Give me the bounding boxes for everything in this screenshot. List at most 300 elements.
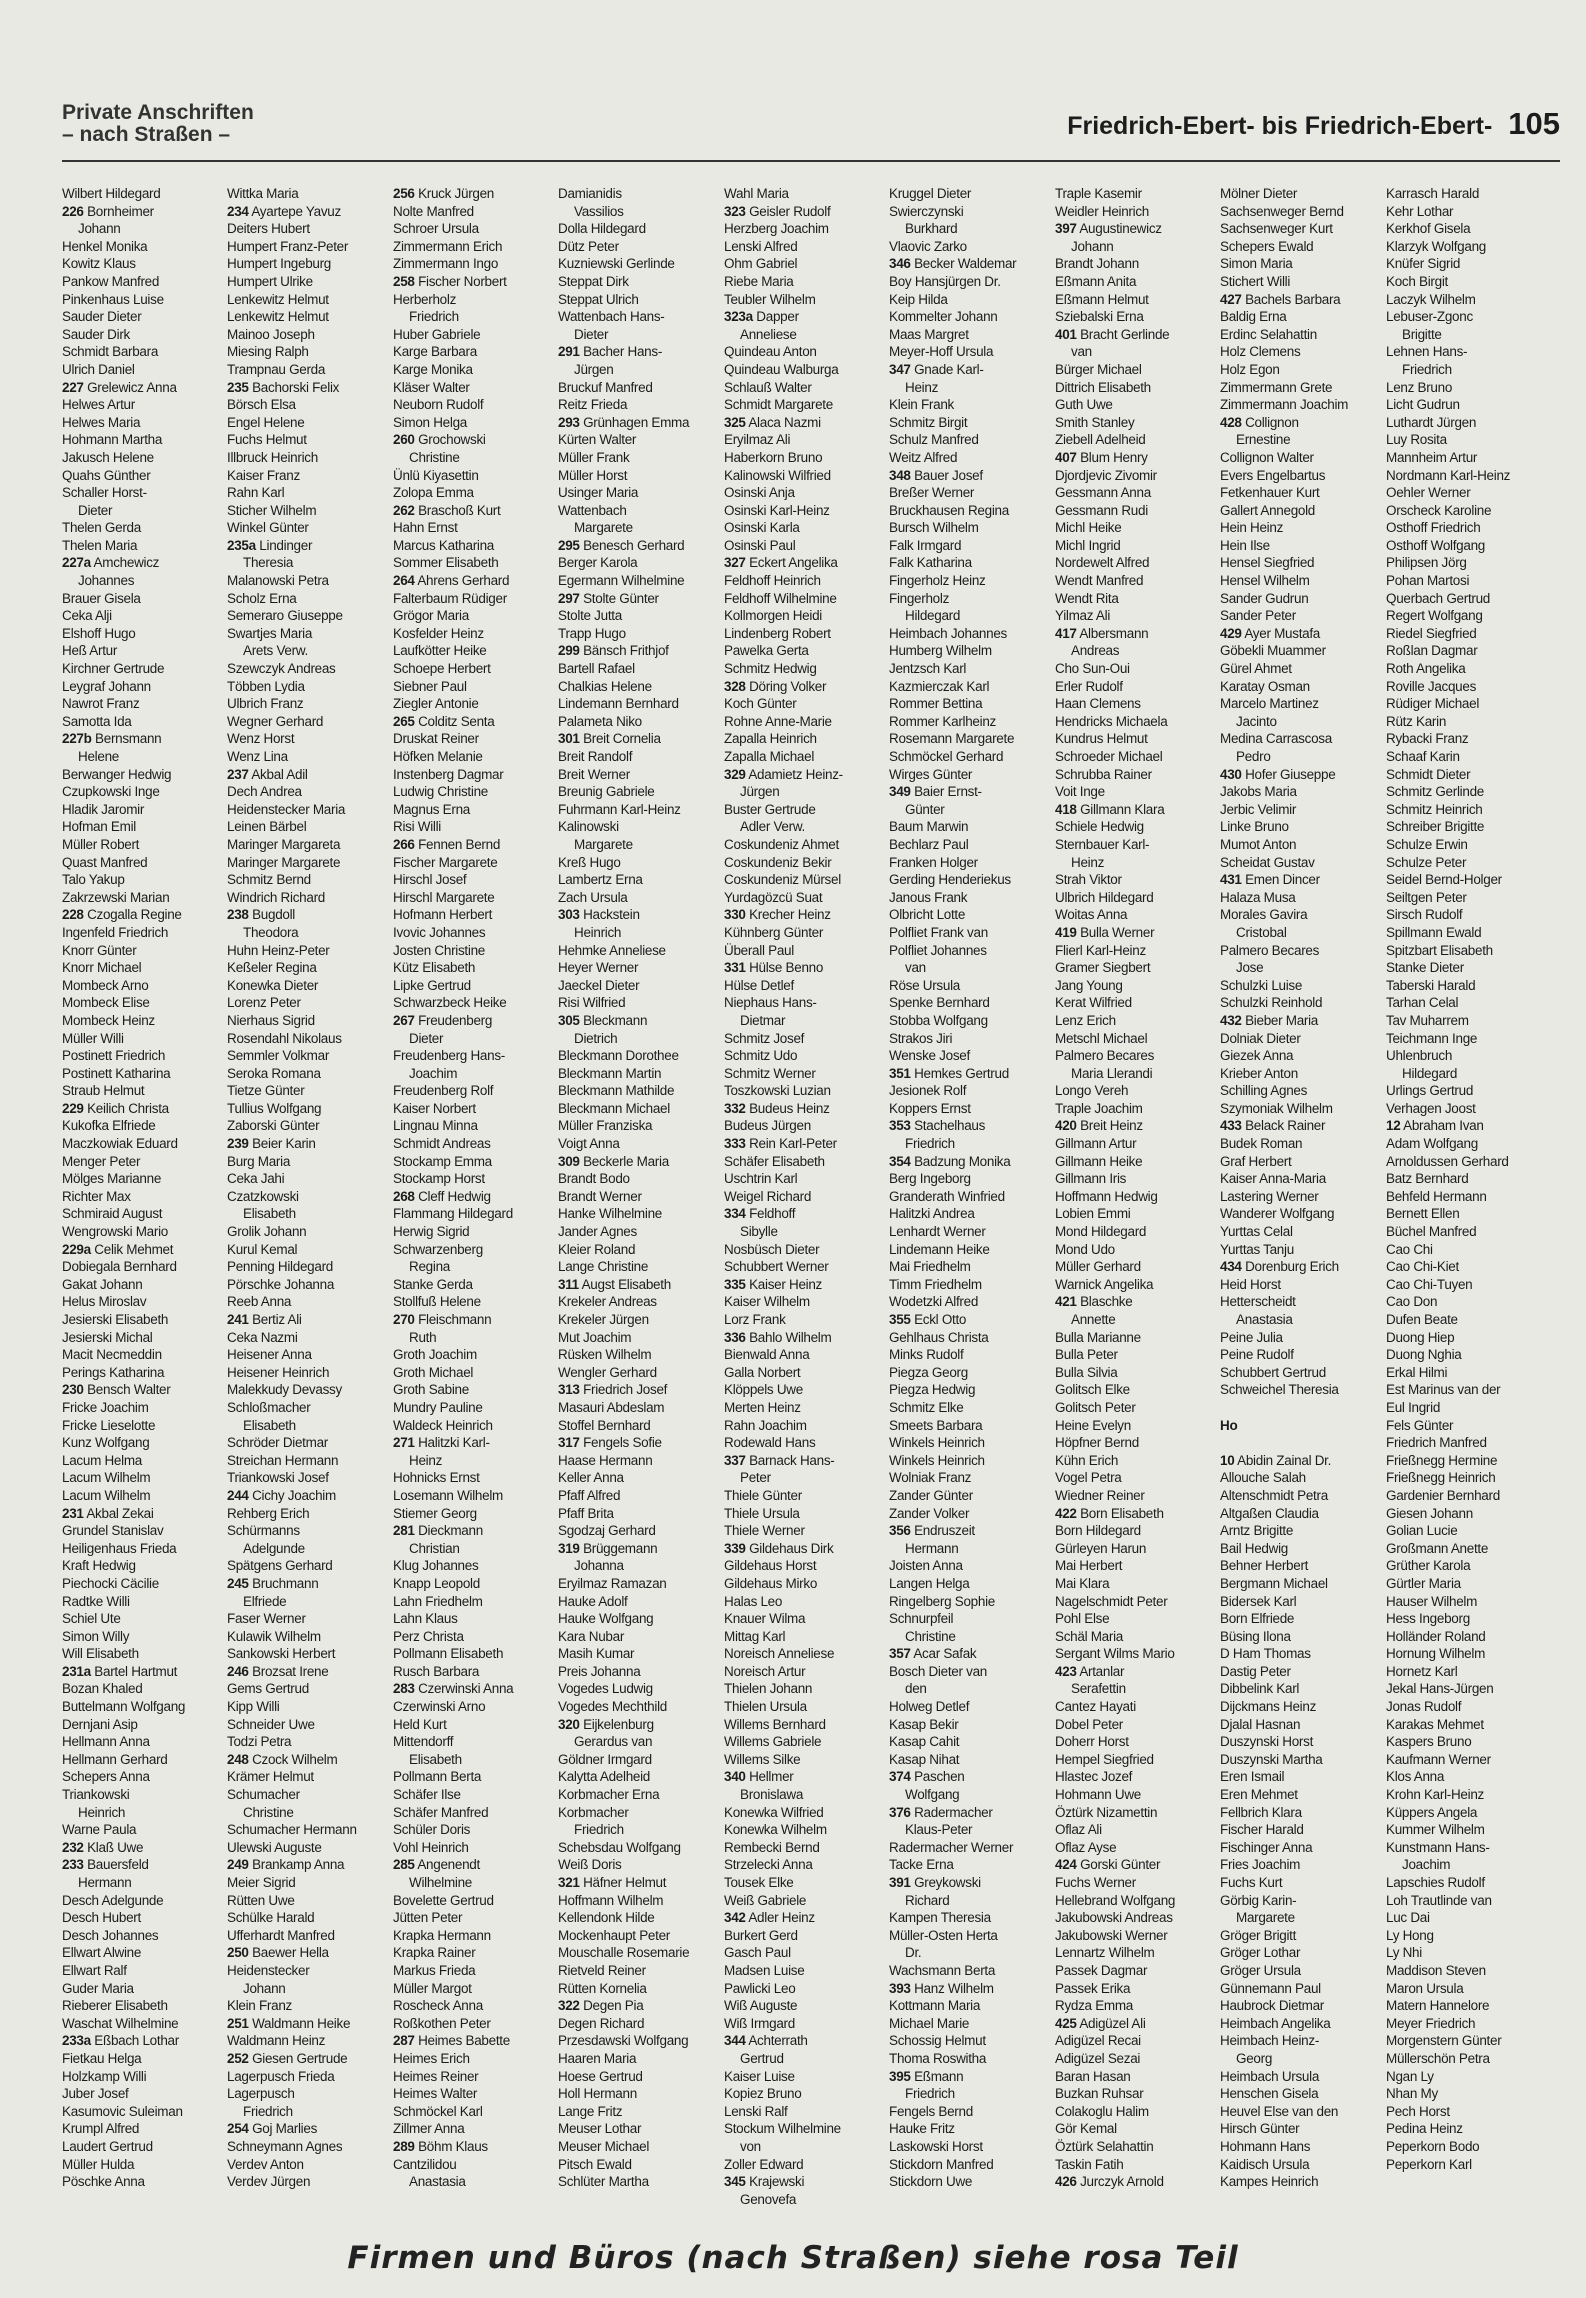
directory-entry: Zimmermann Erich <box>393 238 503 254</box>
directory-entry: Henkel Monika <box>62 238 148 254</box>
directory-entry: Zapalla Heinrich <box>724 731 817 747</box>
directory-entry: Baldig Erna <box>1220 309 1287 325</box>
directory-entry: Swartjes Maria <box>227 625 313 641</box>
directory-entry: Heimes Walter <box>393 2086 478 2102</box>
directory-entry: Verhagen Joost <box>1386 1100 1476 1116</box>
directory-entry: Ly Hong <box>1386 1927 1434 1943</box>
directory-entry: Sachsenweger Kurt <box>1220 221 1333 237</box>
directory-entry: Weiß Doris <box>558 1857 622 1873</box>
directory-entry: Kerat Wilfried <box>1055 995 1132 1011</box>
directory-entry: Wiß Auguste <box>724 1998 798 2014</box>
directory-entry: Schaller Horst- <box>62 485 147 501</box>
directory-entry: Joisten Anna <box>889 1558 963 1574</box>
directory-entry: 344 Achterrath <box>724 2033 808 2049</box>
directory-entry: Semmler Volkmar <box>227 1048 330 1064</box>
directory-entry: Osinski Anja <box>724 485 795 501</box>
directory-entry: Schwarzbeck Heike <box>393 995 507 1011</box>
directory-entry: Desch Johannes <box>62 1927 159 1943</box>
directory-entry: Kasap Nihat <box>889 1751 960 1767</box>
directory-entry: Cantzilidou <box>393 2156 457 2172</box>
directory-entry: Dietmar <box>740 1012 786 1028</box>
directory-entry: Erdinc Selahattin <box>1220 326 1317 342</box>
directory-entry: Spitzbart Elisabeth <box>1386 942 1493 958</box>
directory-entry: Knüfer Sigrid <box>1386 256 1461 272</box>
directory-entry: Leygraf Johann <box>62 678 151 694</box>
directory-entry: Held Kurt <box>393 1716 447 1732</box>
directory-entry: Pfaff Alfred <box>558 1487 621 1503</box>
directory-entry: Scholz Erna <box>227 590 297 606</box>
directory-entry: Verdev Anton <box>227 2156 304 2172</box>
directory-entry: 226 Bornheimer <box>62 203 154 219</box>
directory-entry: Duszynski Horst <box>1220 1734 1314 1750</box>
directory-entry: Helwes Maria <box>62 414 141 430</box>
directory-entry: Hoese Gertrud <box>558 2068 643 2084</box>
directory-entry: Joachim <box>409 1065 458 1081</box>
directory-entry: Meuser Lothar <box>558 2121 642 2137</box>
directory-entry: Wengrowski Mario <box>62 1224 168 1240</box>
directory-entry: 334 Feldhoff <box>724 1206 796 1222</box>
directory-entry: Bovelette Gertrud <box>393 1892 494 1908</box>
directory-entry: Roßlan Dagmar <box>1386 643 1478 659</box>
directory-entry: Hornung Wilhelm <box>1386 1646 1486 1662</box>
directory-entry: Baum Marwin <box>889 819 969 835</box>
directory-entry: Regina <box>409 1259 450 1275</box>
directory-entry: Peine Rudolf <box>1220 1347 1294 1363</box>
directory-entry: Pedina Heinz <box>1386 2121 1463 2137</box>
directory-entry: Merten Heinz <box>724 1399 801 1415</box>
directory-entry: Schürmanns <box>227 1523 300 1539</box>
directory-entry: Olbricht Lotte <box>889 907 966 923</box>
directory-entry: Berger Karola <box>558 555 638 571</box>
directory-entry: 327 Eckert Angelika <box>724 555 838 571</box>
directory-entry: Deiters Hubert <box>227 221 310 237</box>
directory-entry: Kowitz Klaus <box>62 256 136 272</box>
directory-entry: Jaeckel Dieter <box>558 977 640 993</box>
directory-entry: Berg Ingeborg <box>889 1171 971 1187</box>
directory-entry: Ulbrich Franz <box>227 696 304 712</box>
directory-entry: Lenski Ralf <box>724 2103 788 2119</box>
directory-entry: Tousek Elke <box>724 1875 794 1890</box>
directory-entry: Weitz Alfred <box>889 449 958 465</box>
directory-entry: Breit Randolf <box>558 749 633 764</box>
directory-entry: Laskowski Horst <box>889 2138 983 2154</box>
directory-entry: Schmöckel Karl <box>393 2103 483 2119</box>
directory-entry: Mombeck Heinz <box>62 1012 155 1028</box>
directory-entry: Kaiser Norbert <box>393 1100 476 1116</box>
directory-entry: Falk Irmgard <box>889 537 962 553</box>
directory-entry: Kalytta Adelheid <box>558 1769 651 1785</box>
directory-entry: Traple Joachim <box>1055 1100 1143 1116</box>
directory-entry: Rybacki Franz <box>1386 731 1469 747</box>
directory-entry: Haubrock Dietmar <box>1220 1998 1324 2014</box>
directory-entry: Piegza Hedwig <box>889 1382 976 1398</box>
directory-entry: Pohan Martosi <box>1386 573 1470 589</box>
directory-entry: Lennartz Wilhelm <box>1055 1945 1155 1961</box>
directory-entry: Kalinowski <box>558 819 619 835</box>
directory-entry: 251 Waldmann Heike <box>227 2015 351 2031</box>
directory-entry: Friedrich <box>1402 361 1452 377</box>
directory-entry: Kasap Bekir <box>889 1716 959 1732</box>
directory-entry <box>1220 1434 1380 1452</box>
directory-entry: Gillmann Heike <box>1055 1153 1143 1169</box>
directory-entry: Schulzki Reinhold <box>1220 995 1323 1011</box>
directory-entry: Sgodzaj Gerhard <box>558 1523 656 1539</box>
directory-entry: Hirsch Günter <box>1220 2121 1300 2137</box>
directory-entry: Brandt Bodo <box>558 1171 630 1187</box>
directory-entry: 249 Brankamp Anna <box>227 1857 345 1873</box>
directory-entry: 423 Artanlar <box>1055 1663 1125 1679</box>
directory-entry: Illbruck Heinrich <box>227 449 318 465</box>
directory-entry: Eßmann Helmut <box>1055 291 1149 307</box>
directory-entry: Grüther Karola <box>1386 1558 1471 1574</box>
directory-entry: Kosfelder Heinz <box>393 625 484 641</box>
directory-entry: Kerkhof Gisela <box>1386 221 1471 237</box>
directory-entry: 241 Bertiz Ali <box>227 1312 302 1327</box>
directory-entry: Bartell Rafael <box>558 661 635 677</box>
directory-entry: Roscheck Anna <box>393 1998 483 2014</box>
directory-column-6 <box>889 185 1049 2191</box>
directory-entry: Fuchs Helmut <box>227 432 307 448</box>
directory-entry: 329 Adamietz Heinz- <box>724 766 843 782</box>
directory-entry: Sirsch Rudolf <box>1386 907 1463 923</box>
directory-entry: 256 Kruck Jürgen <box>393 186 495 201</box>
directory-entry: Schmidt Dieter <box>1386 766 1471 782</box>
directory-entry: Hein Ilse <box>1220 537 1270 553</box>
directory-entry: Vogedes Mechthild <box>558 1699 667 1715</box>
directory-entry: Ingenfeld Friedrich <box>62 924 169 940</box>
directory-entry: Heinrich <box>78 1804 126 1820</box>
directory-entry: Höpfner Bernd <box>1055 1435 1139 1451</box>
directory-entry: Bechlarz Paul <box>889 836 969 852</box>
directory-entry: Mundry Pauline <box>393 1399 483 1415</box>
directory-entry: 374 Paschen <box>889 1769 965 1785</box>
directory-entry: Ellwart Alwine <box>62 1945 142 1961</box>
directory-entry: Noreisch Artur <box>724 1663 806 1679</box>
directory-entry: 264 Ahrens Gerhard <box>393 573 510 589</box>
directory-entry: Humberg Wilhelm <box>889 643 992 659</box>
directory-entry: Streichan Hermann <box>227 1452 339 1468</box>
directory-entry: Herwig Sigrid <box>393 1224 470 1240</box>
directory-entry: Jakubowski Andreas <box>1055 1910 1173 1926</box>
directory-entry: Smeets Barbara <box>889 1417 983 1433</box>
directory-entry: Fuchs Kurt <box>1220 1875 1283 1890</box>
directory-entry: Bursch Wilhelm <box>889 520 979 536</box>
directory-entry: Will Elisabeth <box>62 1646 139 1662</box>
directory-entry: Oflaz Ali <box>1055 1822 1102 1838</box>
directory-entry: Zakrzewski Marian <box>62 889 170 905</box>
directory-entry: Matern Hannelore <box>1386 1998 1490 2014</box>
directory-entry: Willems Gabriele <box>724 1734 822 1750</box>
directory-entry: Szewczyk Andreas <box>227 661 336 677</box>
directory-entry: Göbekli Muammer <box>1220 643 1326 659</box>
directory-entry: Leinen Bärbel <box>227 819 307 835</box>
directory-entry: Ziegler Antonie <box>393 696 479 712</box>
directory-entry: Jentzsch Karl <box>889 661 967 677</box>
page-header <box>62 102 1560 160</box>
directory-entry: Strzelecki Anna <box>724 1857 813 1873</box>
directory-entry: Dastig Peter <box>1220 1663 1291 1679</box>
directory-entry: Kaspers Bruno <box>1386 1734 1472 1750</box>
directory-entry: Holländer Roland <box>1386 1628 1486 1644</box>
directory-entry: Kipp Willi <box>227 1699 280 1715</box>
directory-entry: Heß Artur <box>62 643 118 659</box>
directory-entry: Schlüter Martha <box>558 2174 649 2190</box>
directory-entry: Stolte Jutta <box>558 608 622 624</box>
directory-entry: 391 Greykowski <box>889 1875 981 1890</box>
directory-entry: Philipsen Jörg <box>1386 555 1467 571</box>
directory-entry: Lahn Friedhelm <box>393 1593 483 1609</box>
directory-entry: 395 Eßmann <box>889 2068 964 2084</box>
directory-entry: Gillmann Iris <box>1055 1171 1127 1187</box>
directory-entry: Jonas Rudolf <box>1386 1699 1462 1715</box>
directory-entry: Malekkudy Devassy <box>227 1382 342 1398</box>
directory-entry: Kalinowski Wilfried <box>724 467 831 483</box>
directory-entry: Lastering Werner <box>1220 1188 1319 1204</box>
directory-entry: Nordewelt Alfred <box>1055 555 1150 571</box>
directory-entry: 250 Baewer Hella <box>227 1945 329 1961</box>
directory-entry: Golitsch Elke <box>1055 1382 1130 1398</box>
directory-entry: Vohl Heinrich <box>393 1839 469 1855</box>
directory-entry: Passek Erika <box>1055 1980 1131 1996</box>
directory-entry: Triankowski Josef <box>227 1470 329 1486</box>
directory-entry: Haase Hermann <box>558 1452 653 1468</box>
directory-entry: 246 Brozsat Irene <box>227 1663 329 1679</box>
directory-entry: Hensel Wilhelm <box>1220 573 1310 589</box>
directory-entry: Malanowski Petra <box>227 573 329 589</box>
directory-entry: Mond Hildegard <box>1055 1224 1147 1240</box>
directory-entry: Brauer Gisela <box>62 590 141 606</box>
directory-entry: Radermacher Werner <box>889 1839 1014 1855</box>
directory-entry: Degen Richard <box>558 2015 645 2031</box>
directory-entry: Dobel Peter <box>1055 1716 1123 1732</box>
directory-entry: Wenske Josef <box>889 1048 970 1064</box>
directory-entry: Rietveld Reiner <box>558 1962 646 1978</box>
directory-entry: Masih Kumar <box>558 1646 635 1662</box>
directory-entry: Eul Ingrid <box>1386 1399 1441 1415</box>
directory-entry: Schneymann Agnes <box>227 2138 343 2154</box>
directory-entry: Richter Max <box>62 1188 131 1204</box>
directory-entry: Konewka Wilfried <box>724 1804 824 1820</box>
directory-entry: Bleckmann Mathilde <box>558 1083 675 1099</box>
directory-entry: Wiedner Reiner <box>1055 1487 1145 1503</box>
directory-entry: Küppers Angela <box>1386 1804 1478 1820</box>
directory-entry: Schmitz Heinrich <box>1386 801 1483 817</box>
directory-entry: 432 Bieber Maria <box>1220 1012 1319 1028</box>
directory-entry: Pfaff Brita <box>558 1505 614 1521</box>
directory-entry: Elisabeth <box>243 1417 296 1433</box>
directory-entry: Collignon Walter <box>1220 449 1314 465</box>
directory-entry: Fricke Lieselotte <box>62 1417 156 1433</box>
directory-entry: Oehler Werner <box>1386 485 1471 501</box>
directory-entry: Mannheim Artur <box>1386 449 1478 465</box>
directory-entry: Kottmann Maria <box>889 1998 981 2014</box>
directory-entry: Holweg Detlef <box>889 1699 970 1715</box>
directory-entry: Winkels Heinrich <box>889 1435 985 1451</box>
directory-entry: Schoepe Herbert <box>393 661 491 677</box>
directory-entry: Fischinger Anna <box>1220 1839 1313 1855</box>
directory-entry: Klarzyk Wolfgang <box>1386 238 1486 254</box>
directory-entry: Waschat Wilhelmine <box>62 2015 179 2031</box>
directory-entry: Adler Verw. <box>740 819 805 835</box>
directory-entry: Riebe Maria <box>724 273 794 289</box>
directory-entry: Helene <box>78 749 119 764</box>
directory-entry: Lacum Wilhelm <box>62 1487 151 1503</box>
directory-entry: Börsch Elsa <box>227 397 296 413</box>
directory-entry: 229 Keilich Christa <box>62 1100 169 1116</box>
directory-entry: Großmann Anette <box>1386 1540 1489 1556</box>
directory-entry: Altenschmidt Petra <box>1220 1487 1328 1503</box>
directory-entry: Minks Rudolf <box>889 1347 964 1363</box>
directory-entry: Schubbert Werner <box>724 1259 829 1275</box>
directory-entry: Sziebalski Erna <box>1055 309 1144 325</box>
directory-entry: Tullius Wolfgang <box>227 1100 322 1116</box>
directory-entry: Seiltgen Peter <box>1386 889 1467 905</box>
directory-entry: Szymoniak Wilhelm <box>1220 1100 1333 1116</box>
directory-entry: 323a Dapper <box>724 309 799 325</box>
directory-entry: Tav Muharrem <box>1386 1012 1469 1028</box>
directory-entry: Lobien Emmi <box>1055 1206 1131 1222</box>
directory-entry: Damianidis <box>558 186 622 201</box>
directory-entry: 336 Bahlo Wilhelm <box>724 1329 832 1345</box>
directory-column-1 <box>62 185 222 2191</box>
directory-entry: Pöschke Anna <box>62 2174 145 2190</box>
directory-entry: Marcelo Martinez <box>1220 696 1319 712</box>
directory-entry: Niephaus Hans- <box>724 995 817 1011</box>
directory-entry: Engel Helene <box>227 414 305 430</box>
directory-entry: Gildehaus Mirko <box>724 1575 818 1591</box>
directory-entry: Bulla Peter <box>1055 1347 1118 1363</box>
directory-entry: Zander Günter <box>889 1487 973 1503</box>
directory-entry: Rosemann Margarete <box>889 731 1015 747</box>
directory-entry: Lapschies Rudolf <box>1386 1875 1485 1890</box>
directory-entry: Adigüzel Recai <box>1055 2033 1141 2049</box>
directory-entry: Cao Chi-Tuyen <box>1386 1276 1473 1292</box>
directory-entry: Schmitz Josef <box>724 1030 805 1046</box>
directory-entry: Sommer Elisabeth <box>393 555 499 571</box>
directory-entry: Schilling Agnes <box>1220 1083 1308 1099</box>
directory-entry: Stollfuß Helene <box>393 1294 481 1310</box>
directory-entry: Heiligenhaus Frieda <box>62 1540 177 1556</box>
directory-entry: Buttelmann Wolfgang <box>62 1699 186 1715</box>
directory-entry: Sander Gudrun <box>1220 590 1309 606</box>
directory-entry: Verdev Jürgen <box>227 2174 311 2190</box>
directory-entry: 345 Krajewski <box>724 2174 805 2190</box>
directory-entry: Luthardt Jürgen <box>1386 414 1477 430</box>
directory-entry: Heimbach Johannes <box>889 625 1007 641</box>
directory-entry: Rütz Karin <box>1386 713 1447 729</box>
directory-entry: 297 Stolte Günter <box>558 590 659 606</box>
directory-entry: Koch Günter <box>724 696 797 712</box>
directory-entry: Wattenbach <box>558 502 627 518</box>
directory-entry: 393 Hanz Wilhelm <box>889 1980 994 1996</box>
directory-entry: Stoffel Bernhard <box>558 1417 651 1433</box>
directory-entry: Nordmann Karl-Heinz <box>1386 467 1511 483</box>
directory-entry: Gallert Annegold <box>1220 502 1316 518</box>
directory-entry: Kaiser Anna-Maria <box>1220 1171 1326 1187</box>
directory-entry: Heimbach Angelika <box>1220 2015 1331 2031</box>
directory-entry: 337 Barnack Hans- <box>724 1452 835 1468</box>
directory-entry: Höfken Melanie <box>393 749 483 764</box>
directory-column-3 <box>393 185 553 2191</box>
directory-entry: Klos Anna <box>1386 1769 1445 1785</box>
directory-entry: Osinski Karla <box>724 520 800 536</box>
directory-entry: Loh Trautlinde van <box>1386 1892 1492 1908</box>
street-range-title: Friedrich-Ebert- bis Friedrich-Ebert- <box>1067 112 1493 140</box>
directory-entry: Rüsken Wilhelm <box>558 1347 652 1363</box>
directory-entry: Falterbaum Rüdiger <box>393 590 507 606</box>
directory-entry: Michael Marie <box>889 2015 970 2031</box>
directory-entry: Ellwart Ralf <box>62 1962 127 1978</box>
directory-entry: Bürger Michael <box>1055 361 1142 377</box>
directory-entry: Schmitz Birgit <box>889 414 968 430</box>
directory-entry: Krumpl Alfred <box>62 2121 140 2137</box>
directory-entry: Wenz Lina <box>227 749 288 764</box>
directory-entry: Friedrich <box>409 309 459 325</box>
directory-entry: Frießnegg Hermine <box>1386 1452 1498 1468</box>
directory-entry: Pohl Else <box>1055 1611 1110 1627</box>
directory-entry: Risi Willi <box>393 819 441 835</box>
directory-entry: Lambertz Erna <box>558 872 643 888</box>
directory-entry: Hanke Wilhelmine <box>558 1206 662 1222</box>
directory-entry: Hellebrand Wolfgang <box>1055 1892 1176 1908</box>
directory-entry: Zolopa Emma <box>393 485 474 501</box>
directory-entry: Andreas <box>1071 643 1120 659</box>
directory-entry: 317 Fengels Sofie <box>558 1435 662 1451</box>
directory-entry: Laczyk Wilhelm <box>1386 291 1476 307</box>
directory-entry: Heidenstecker Maria <box>227 801 346 817</box>
directory-entry: Schumacher <box>227 1787 300 1803</box>
directory-entry: Bosch Dieter van <box>889 1663 987 1679</box>
directory-entry: Tarhan Celal <box>1386 995 1459 1011</box>
directory-entry: Ly Nhi <box>1386 1945 1422 1961</box>
directory-entry: Elisabeth <box>243 1206 296 1222</box>
directory-entry: Heimes Reiner <box>393 2068 479 2084</box>
directory-entry: Stockamp Emma <box>393 1153 492 1169</box>
directory-entry: Gasch Paul <box>724 1945 791 1961</box>
directory-entry: Weiß Gabriele <box>724 1892 807 1908</box>
directory-entry: 434 Dorenburg Erich <box>1220 1259 1339 1275</box>
directory-entry: Vogedes Ludwig <box>558 1681 653 1697</box>
directory-entry: Spätgens Gerhard <box>227 1558 333 1574</box>
directory-entry: Cho Sun-Oui <box>1055 661 1130 677</box>
directory-entry: Hirschl Josef <box>393 872 467 888</box>
directory-entry: Madsen Luise <box>724 1962 805 1978</box>
directory-entry: Krieber Anton <box>1220 1065 1298 1081</box>
directory-entry: 431 Emen Dincer <box>1220 872 1320 888</box>
directory-entry: Reeb Anna <box>227 1294 292 1310</box>
directory-entry: Willems Silke <box>724 1751 801 1767</box>
directory-entry: Dibbelink Karl <box>1220 1681 1300 1697</box>
directory-entry: Korbmacher Erna <box>558 1787 660 1803</box>
directory-entry: Ulrich Daniel <box>62 361 135 377</box>
directory-entry: Klein Franz <box>227 1998 292 2014</box>
directory-entry: Egermann Wilhelmine <box>558 573 685 589</box>
directory-entry: Perings Katharina <box>62 1364 165 1380</box>
directory-entry: Maczkowiak Eduard <box>62 1136 178 1152</box>
directory-entry: Schmiraid August <box>62 1206 163 1222</box>
directory-entry: Hellmann Anna <box>62 1734 150 1750</box>
directory-entry: Holl Hermann <box>558 2086 637 2102</box>
directory-entry: Huhn Heinz-Peter <box>227 942 330 958</box>
directory-entry: 401 Bracht Gerlinde <box>1055 326 1170 342</box>
directory-entry: Allouche Salah <box>1220 1470 1306 1486</box>
directory-entry: Radtke Willi <box>62 1593 130 1609</box>
directory-entry: Palameta Niko <box>558 713 642 729</box>
directory-entry: Kurul Kemal <box>227 1241 298 1257</box>
directory-entry: Herberholz <box>393 291 457 307</box>
directory-entry: Mölges Marianne <box>62 1171 162 1187</box>
directory-entry: Müller Horst <box>558 467 628 483</box>
